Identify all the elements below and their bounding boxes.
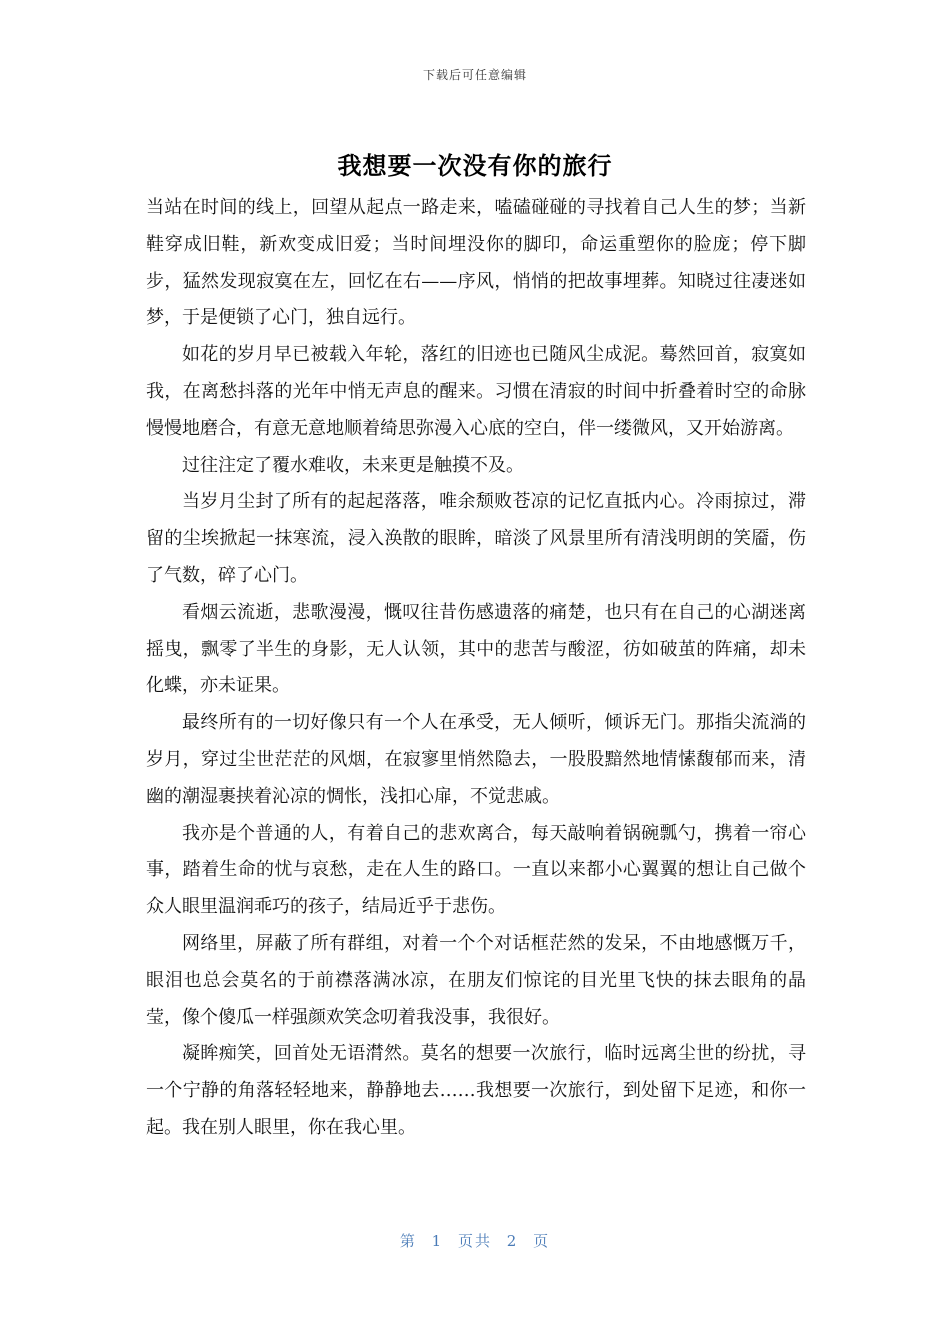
header-note: 下载后可任意编辑 [422, 68, 527, 82]
paragraph: 当岁月尘封了所有的起起落落，唯余颓败苍凉的记忆直抵内心。冷雨掠过，滞留的尘埃掀起一抹寒流，浸入涣散的眼眸，暗淡了风景里所有清浅明朗的笑靥，伤了气数，碎了心门。 [146, 491, 806, 586]
article-body [146, 190, 806, 1147]
paragraph: 我亦是个普通的人，有着自己的悲欢离合，每天敲响着锅碗瓢勺，携着一帘心事，踏着生命的忧与哀愁，走在人生的路口。一直以来都小心翼翼的想让自己做个众人眼里温润乖巧的孩子，结局近乎于悲伤。 [146, 822, 806, 918]
paragraph: 最终所有的一切好像只有一个人在承受，无人倾听，倾诉无门。那指尖流淌的岁月，穿过尘世茫茫的风烟，在寂寥里悄然隐去，一股股黯然地情愫馥郁而来，清幽的潮湿裹挟着沁凉的惆怅，浅扣心扉，不觉悲戚。 [146, 712, 806, 807]
paragraph: 当站在时间的线上，回望从起点一路走来，嗑磕碰碰的寻找着自己人生的梦；当新鞋穿成旧鞋，新欢变成旧爱；当时间埋没你的脚印，命运重塑你的脸庞；停下脚步，猛然发现寂寞在左，回忆在右——序风，悄悄的把故事埋葬。知晓过往凄迷如梦，于是便锁了心门，独自远行。 [146, 197, 806, 329]
page-title: 我想要一次没有你的旅行 [337, 152, 613, 180]
paragraph: 凝眸痴笑，回首处无语潸然。莫名的想要一次旅行，临时远离尘世的纷扰，寻一个宁静的角落轻轻地来，静静地去……我想要一次旅行，到处留下足迹，和你一起。我在别人眼里，你在我心里。 [146, 1043, 806, 1138]
paragraph: 如花的岁月早已被载入年轮，落红的旧迹也已随风尘成泥。蓦然回首，寂寞如我，在离愁抖落的光年中悄无声息的醒来。习惯在清寂的时间中折叠着时空的命脉慢慢地磨合，有意无意地顺着绮思弥漫入心底的空白，伴一缕微风，又开始游离。 [146, 344, 806, 439]
paragraph: 过往注定了覆水难收，未来更是触摸不及。 [182, 454, 524, 476]
paragraph: 看烟云流逝，悲歌漫漫，慨叹往昔伤感遗落的痛楚，也只有在自己的心湖迷离摇曳，飘零了半生的身影，无人认领，其中的悲苦与酸涩，彷如破茧的阵痛，却未化蝶，亦未证果。 [146, 601, 806, 697]
page-number-footer: 第 1 页共 2 页 [399, 1232, 551, 1250]
paragraph: 网络里，屏蔽了所有群组，对着一个个对话框茫然的发呆，不由地感慨万千，眼泪也总会莫名的于前襟落满冰凉，在朋友们惊诧的目光里飞快的抹去眼角的晶莹，像个傻瓜一样强颜欢笑念叨着我没事，我很好。 [146, 932, 806, 1028]
